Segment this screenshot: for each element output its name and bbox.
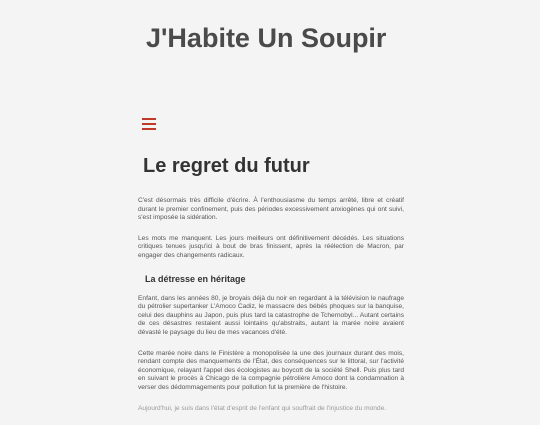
post-paragraph: Enfant, dans les années 80, je broyais déjà du noir en regardant à la télévision le naufrage du pétrolier supertanker L'Amoco Cadiz, le massacre des bébés phoques sur la banquise, celui des dauphins au Japon, puis plus tard la catastrophe de Tchernobyl... Autant certains de ces désastres restaient aussi lointains qu'abstraits, autant la marée noire avaient dévasté le paysage du lieu de mes vacances d'été.: [138, 294, 404, 336]
post-paragraph-cut-off: Aujourd'hui, je suis dans l'état d'esprit de l'enfant qui souffrait de l'injustice du monde.: [138, 404, 387, 412]
site-title[interactable]: J'Habite Un Soupir: [146, 23, 387, 53]
hamburger-menu-icon[interactable]: [142, 118, 156, 132]
post-paragraph: C'est désormais très difficile d'écrire. À l'enthousiasme du temps arrêté, libre et créatif durant le premier confinement, puis des périodes excessivement anxiogènes qui ont suivi, s'est imposée la sidération.: [138, 197, 404, 222]
post-paragraph: Cette marée noire dans le Finistère a monopolisée la une des journaux durant des mois, rendant compte des manquements de l'État, des conséquences sur le littoral, sur l'activité économique, relayant l'appel des écologistes au boycott de la société Shell. Puis plus tard en suivant le procès à Chicago de la compagnie pétrolière Amoco dont la condamnation à verser des dédommagements pour pollution fut la première de l'histoire.: [138, 349, 404, 391]
post-content: [138, 197, 404, 425]
post-paragraph: Les mots me manquent. Les jours meilleurs ont définitivement décédés. Les situations critiques tenues jusqu'ici à bout de bras finissent, après la réélection de Macron, par engager des changements radicaux.: [138, 234, 404, 259]
menu-icon-bar: [142, 128, 156, 130]
menu-icon-bar: [142, 123, 156, 125]
section-heading: La détresse en héritage: [145, 273, 246, 284]
menu-icon-bar: [142, 118, 156, 120]
post-title: Le regret du futur: [143, 155, 310, 177]
